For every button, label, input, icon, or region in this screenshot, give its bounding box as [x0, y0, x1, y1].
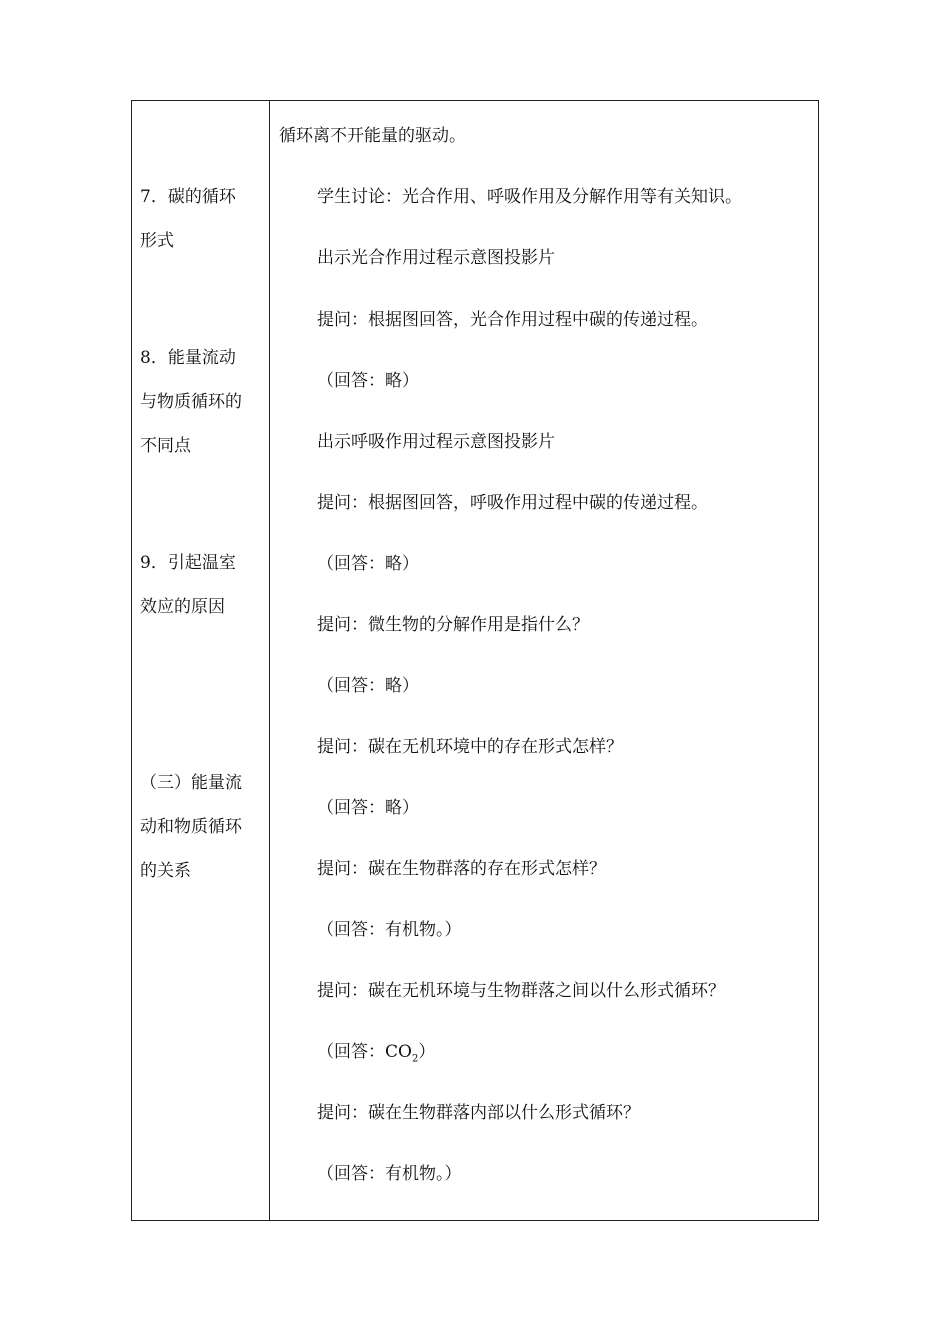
left-item-8: 8．能量流动 与物质循环的 不同点	[140, 348, 242, 456]
co2-close: ）	[418, 1042, 436, 1062]
right-line-9: （回答：略）	[317, 676, 419, 696]
right-line-1: 学生讨论：光合作用、呼吸作用及分解作用等有关知识。	[317, 187, 742, 207]
right-line-4: （回答：略）	[317, 371, 419, 391]
left-item-section-3: （三）能量流 动和物质循环 的关系	[140, 773, 242, 881]
right-line-13: （回答：有机物。）	[317, 920, 462, 940]
right-line-5: 出示呼吸作用过程示意图投影片	[317, 432, 555, 452]
right-line-12: 提问：碳在生物群落的存在形式怎样？	[317, 859, 606, 879]
left-item-9: 9．引起温室 效应的原因	[140, 553, 236, 617]
right-line-16: 提问：碳在生物群落内部以什么形式循环？	[317, 1103, 640, 1123]
right-line-11: （回答：略）	[317, 798, 419, 818]
lesson-table	[131, 100, 819, 1221]
co2-subscript: 2	[411, 1053, 419, 1065]
co2-answer-text: （回答：CO	[317, 1042, 412, 1062]
right-line-0: 循环离不开能量的驱动。	[279, 126, 466, 146]
left-item-7: 7．碳的循环 形式	[140, 187, 236, 251]
right-line-6: 提问：根据图回答，呼吸作用过程中碳的传递过程。	[317, 493, 708, 513]
right-line-2: 出示光合作用过程示意图投影片	[317, 248, 555, 268]
right-line-8: 提问：微生物的分解作用是指什么？	[317, 615, 589, 635]
right-line-10: 提问：碳在无机环境中的存在形式怎样？	[317, 737, 623, 757]
right-line-3: 提问：根据图回答，光合作用过程中碳的传递过程。	[317, 310, 708, 330]
right-line-17: （回答：有机物。）	[317, 1164, 462, 1184]
column-divider	[269, 101, 270, 1220]
right-line-15	[317, 1041, 435, 1070]
right-line-7: （回答：略）	[317, 554, 419, 574]
right-line-14: 提问：碳在无机环境与生物群落之间以什么形式循环？	[317, 981, 725, 1001]
